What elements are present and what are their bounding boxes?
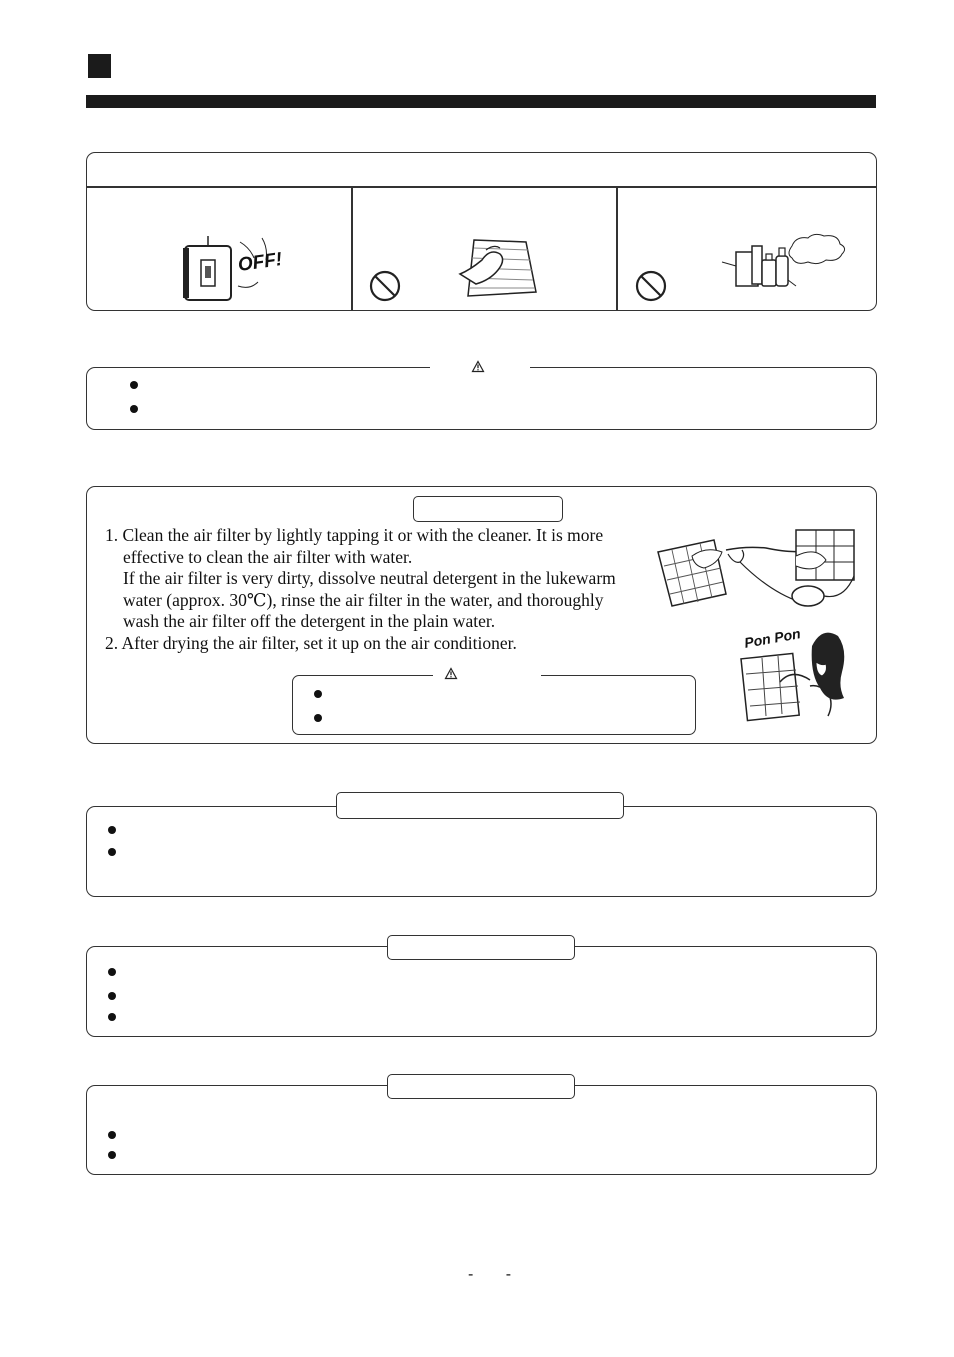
section-title-tab — [336, 792, 624, 819]
section-marker-square — [88, 54, 111, 78]
warning-triangle-icon — [472, 361, 484, 372]
bullet — [130, 405, 138, 413]
section-title-tab — [387, 1074, 575, 1099]
filter-warning-box — [292, 675, 696, 735]
chemical-bottles-icon — [722, 236, 846, 294]
prohibited-icon — [369, 270, 401, 302]
panel-column-divider — [351, 187, 353, 310]
bullet — [108, 826, 116, 834]
header-rule — [86, 95, 876, 108]
bullet — [108, 1151, 116, 1159]
bullet — [108, 968, 116, 976]
prohibited-icon — [635, 270, 667, 302]
tapping-sound-label: Pon Pon — [743, 625, 802, 651]
section-title-tab — [387, 935, 575, 960]
step-1-line-1: 1. Clean the air filter by lightly tapping it or with the cleaner. It is more — [105, 525, 604, 545]
switch-off-label: OFF! — [236, 249, 284, 276]
step-1-line-5: wash the air filter off the detergent in the plain water. — [123, 611, 496, 632]
page-number: - - — [468, 1266, 526, 1283]
panel-header-divider — [87, 186, 876, 188]
filter-washing-icon — [656, 526, 858, 610]
step-1-line-4: water (approx. 30℃), rinse the air filter in the water, and thoroughly — [123, 589, 604, 610]
step-1-line-3: If the air filter is very dirty, dissolve neutral detergent in the lukewarm — [123, 568, 616, 589]
section-title-tab — [413, 496, 563, 522]
bullet — [130, 381, 138, 389]
bullet — [314, 690, 322, 698]
warning-label — [433, 667, 541, 682]
bullet — [108, 848, 116, 856]
step-1-line-2: effective to clean the air filter with water. — [123, 546, 413, 567]
warning-box — [86, 367, 877, 430]
step-2: 2. After drying the air filter, set it up on the air conditioner. — [105, 632, 517, 653]
filter-cleaning-steps — [105, 525, 645, 655]
bullet — [108, 992, 116, 1000]
warning-triangle-icon — [445, 668, 457, 679]
panel-column-divider — [616, 187, 618, 310]
info-box-1 — [86, 806, 877, 897]
warning-label — [430, 360, 530, 375]
bullet — [108, 1013, 116, 1021]
wet-cloth-icon — [460, 236, 538, 298]
bullet — [314, 714, 322, 722]
bullet — [108, 1131, 116, 1139]
